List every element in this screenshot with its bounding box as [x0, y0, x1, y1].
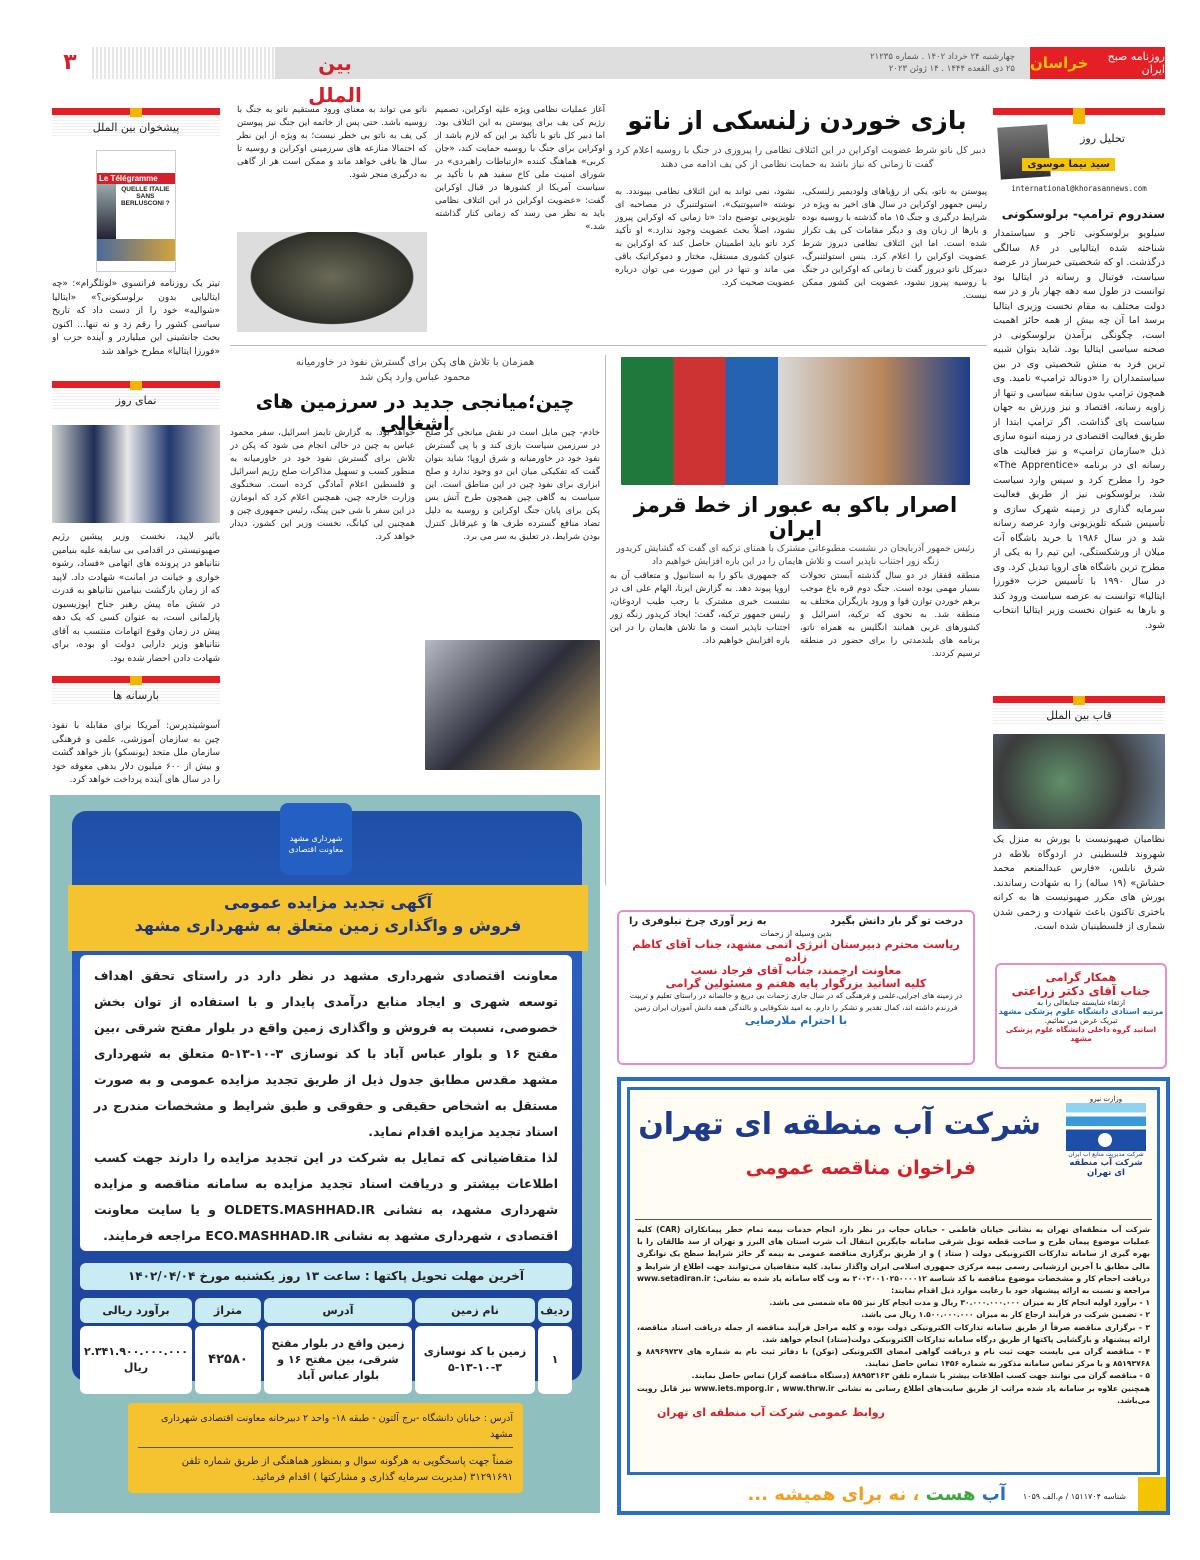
ad-title-banner — [68, 885, 588, 951]
analysis-column — [993, 108, 1165, 667]
china-article — [230, 355, 600, 775]
analysis-body: سیلویو برلوسکونی تاجر و سیاستمدار شناخته شده ایتالیایی در ۸۶ سالگی درگذشت. او که شخصیتی خبرساز در عرصه سیاست، فوتبال و رسانه در ایتالیا بود توانست در طول سه دهه چهار بار و در سه دولت مختلف به مقام نخست وزیری ایتالیا برسد اما آن چه بیش از همه حائز اهمیت است، چگونگی برآمدن برلوسکونی در صحنه سیاسی ایتالیا بود. شاید بتوان شبیه ترین فرد به منش شخصیتی وی در بین سیاستمداران را «دونالد ترامپ» نامید. وی همچون ترامپ بدون سابقه سیاسی و تنها از زاویه رسانه، اقتصاد و نیز ورزش به جهان سیاست پای گذاشت. اگر ترامپ ابتدا از طریق فعالیت اقتصادی در زمینه انبوه سازی ذیل «سازمان ترامپ» و نیز فعالیت های رسانه ای در برنامه «The Apprentice» خود را مطرح کرد و سپس وارد سیاست شد، برلوسکونی نیز از طریق فعالیت سرمایه گذاری در زمینه شهرک سازی و تأسیس شبکه تلویزیونی وارد عرصه رسانه شد و در سال ۱۹۸۶ با خرید باشگاه آث میلان از ورشکستگی، این تیم را به یکی از مطرح ترین باشگاه های اروپا تبدیل کرد. وی در سال ۱۹۹۰ با تأسیس حزب «فورزا ایتالیا» توانست به عرصه سیاست ورود کند و بارها به عنوان نخست وزیر ایتالیا انتخاب شود. — [993, 228, 1165, 631]
logo-text: شرکت آب منطقه ای تهران — [1069, 1158, 1143, 1178]
baku-col1: منطقه قفقاز در دو سال گذشته آبستن تحولات بسیار مهمی بوده است. جنگ دوم قره باغ موجب برهم خوردن توازن قوا و ورود بازیگران مختلف به منطقه شد. به نحوی که ترکیه، اسرائیل و کشورهای غربی همانند انگلیس به همراه ناتو، برنامه های بلندمدتی را برای حضور در منطقه ترسیم کردند. — [800, 571, 980, 659]
congrats-line: تبریک عرض می نمائیم. — [1044, 1016, 1118, 1025]
tender-item: ۴ - مناقصه گران می بایست جهت ثبت نام و دریافت گواهی امضای الکترونیکی (توکن) با دفاتر ثبت نام به شماره های ۸۸۹۶۹۷۳۷ و ۸۵۱۹۳۷۶۸ و یا مرکز تماس سامانه مذکور به شماره ۱۴۵۶ تماس حاصل نمایند. — [637, 1347, 1150, 1369]
date-line: ۲۵ ذی القعده ۱۴۴۴ . ۱۴ ژوئن ۲۰۲۳ — [888, 64, 1015, 74]
water-wave-icon — [1066, 1103, 1146, 1151]
china-title[interactable]: چین؛میانجی جدید در سرزمین های اشغالی — [255, 391, 575, 435]
nama-caption: یائیر لاپید، نخست وزیر پیشین رژیم صهیونیستی در اقدامی بی سابقه علیه بنیامین نتانیاهو در پرونده های اتهامی «فساد، رشوه خواری و خیانت در امانت» شهادت داد. لاپید که از زمان بازگشت بنیامین نتانیاهو به قدرت در شش ماه پیش رهبر جناح اپوزیسیون پارلمانی است، به عنوان کسی که یک دهه پیش در زمان وقوع اتهامات منتسب به آقای نتانیاهو وزیر دارایی دولت او بوده، برای شهادت دادن احضار شده بود. — [52, 532, 220, 664]
logo-text: شهرداری مشهد — [289, 834, 343, 843]
column-label: تحلیل روز — [1080, 132, 1125, 145]
table-header: ردیف — [538, 1298, 572, 1323]
ad-address: آدرس : خیابان دانشگاه -برج آلتون - طبقه ۱۸- واحد ۲ دبیرخانه معاونت اقتصادی شهرداری مشهد — [138, 1411, 513, 1448]
newspaper-name: خراسان — [1030, 54, 1089, 72]
section-title: بین الملل — [308, 51, 362, 107]
cover-ad — [97, 239, 175, 261]
slogan-word: آب — [981, 1484, 1006, 1505]
author-name: سید نیما موسوی — [1022, 158, 1115, 171]
thanks-line: معاونت ارجمند، جناب آقای فرجاد نسب — [690, 964, 902, 977]
thanks-intro: بدین وسیله از زحمات — [760, 929, 832, 938]
china-supertitle: همزمان با تلاش های پکن برای گسترش نفوذ در خاورمیانه — [295, 357, 535, 368]
page-header — [50, 47, 1165, 107]
thanks-signature: با احترام ملارضایی — [744, 1014, 848, 1027]
deadline-banner: آخرین مهلت تحویل پاکتها : ساعت ۱۳ روز یکشنبه مورخ ۱۴۰۲/۰۴/۰۴ — [80, 1263, 572, 1290]
zelensky-col3: آغاز عملیات نظامی ویژه علیه اوکراین، تصمیم رژیم کی یف برای پیوستن به این ائتلاف بود. اما دبیر کل ناتو با تأکید بر این که لازم باشد از اوکراین برای جنگ با روسیه حمایت کند، «جان کربی» هماهنگ کننده «ارتباطات راهبردی» در شورای امنیت ملی کاخ سفید هم با تأکید بر سیاست آمریکا از کشورها در قبال اوکراین گفت: «عضویت اوکراین در این ائتلاف نظامی باید به نظر می رسد که زمانی کنار گذاشته شد.» — [435, 105, 605, 232]
frame-box — [993, 696, 1165, 935]
slogan-word: هست — [925, 1484, 976, 1505]
tender-signature: روابط عمومی شرکت آب منطقه ای تهران — [657, 1406, 885, 1420]
table-cell: ۲.۳۴۱.۹۰۰.۰۰۰.۰۰۰ ریال — [80, 1326, 192, 1394]
pishkhan-caption: تیتر یک روزنامه فرانسوی «لوتلگرام»: «چه ایتالیایی بدون برلوسکونی؟» «ایتالیا «شوالیه» خود را از دست داد که تاریخ سیاسی کشور را رقم زد و نه تنها... اکنون بحث جانشینی این میلیاردر و آینده حزب او «فورزا ایتالیا» مطرح خواهد شد — [52, 279, 220, 357]
poem-line: درخت تو گر بار دانش بگیرد — [830, 916, 963, 927]
zelensky-col4: ناتو می تواند به معنای ورود مستقیم ناتو به جنگ با روسیه باشد. حتی پس از خاتمه این جنگ نیز پیوستن کی یف به ناتو بی خطر نیست؛ به ویژه از این نظر که احتمالا منازعه های سرزمینی اوکراین و روسیه تا سال ها باقی خواهد ماند و ممکن است هر از گاهی به درگیری منجر شود. — [237, 105, 427, 180]
congrats-line: مرتبه استادی دانشگاه علوم پزشکی مشهد — [998, 1007, 1164, 1016]
newspaper-tagline: روزنامه صبح ایران — [1107, 50, 1165, 76]
table-header: نام زمین — [415, 1298, 535, 1323]
logo-text: معاونت اقتصادی — [288, 845, 344, 854]
teacher-thanks-ad — [617, 910, 975, 1065]
funeral-photo — [993, 734, 1165, 829]
ad-paragraph: لذا متقاضیانی که تمایل به شرکت در این تجدید مزایده را دارند جهت کسب اطلاعات بیشتر و دریافت اسناد تجدید مزایده به سامانه مناقصه و مزایده شهرداری مشهد، به نشانی OLDETS.MASHHAD.IR و یا سایت معاونت اقتصادی ، شهرداری مشهد به نشانی ECO.MASHHAD.IR مراجعه فرمایند. — [94, 1150, 558, 1243]
tender-paragraph: شرکت آب منطقه‌ای تهران به نشانی خیابان فاطمی - خیابان حجاب در نظر دارد انجام خدمات بیمه تمام خطر پیمانکاران (CAR) کلیه عملیات موضوع پیمان طرح و ساخت قطعه تونل شرقی سامانه جایگزین انتقال آب شرب استان های البرز و تهران از سد طالقان را با بهره گیری از سامانه تدارکات الکترونیکی دولت ( ستاد ) و از طریق برگزاری مناقصه عمومی به بیمه گر حائز شرایط سطح یک توانگری مالی مطابق با آخرین ارزشیابی رسمی بیمه مرکزی جمهوری اسلامی ایران واگذار نماید. کلیه متقاضیان می‌توانند جهت اطلاع از شرایط و دریافت احجام کار و مشخصات موضوع مناقصه با کد شناسه ۲۰۰۲۰۰۱۰۲۵۰۰۰۰۱۲ به وب گاه سامانه یاد شده به نشانی: www.setadiran.ir مراجعه و نسبت به ارائه پیشنهاد خود با رعایت موارد ذیل اقدام نمایند: — [637, 1225, 1150, 1296]
congrats-line: جناب آقای دکتر زراعتی — [1011, 984, 1151, 998]
table-cell: زمین با کد نوسازی ۳-۱۰-۱۳-۵ — [415, 1326, 535, 1394]
thanks-body: در زمینه های اجرایی،علمی و فرهنگی که در سال جاری زحمات بی دریغ و خالصانه در راستای تعلیم و تربیت فرزندم داشته اند، کمال تقدیر و تشکر را دارم. به امید شکوفایی و بالندگی همه دانش آموزان ایران زمین — [629, 991, 963, 1012]
china-col2: خواهد بود. به گزارش تایمز اسرائیل، سفر محمود عباس به چین در حالی انجام می شود که پکن در تلاش برای گسترش نفوذ خود در خاورمیانه به منظور کسب و تسهیل مذاکرات صلح رژیم اسرائیل و فلسطین اعلام آمادگی کرده است. سخنگوی وزارت خارجه چین، همچنین اعلام کرد که ابومازن در این سفر با شی جین پینگ، رئیس جمهوری چین و همچنین لی کیانگ، نخست وزیر این کشور، دیدار خواهد کرد. — [230, 428, 415, 542]
left-column — [52, 108, 220, 788]
poem-line: به زیر آوری چرخ نیلوفری را — [629, 916, 767, 927]
water-tender-ad — [617, 1077, 1170, 1515]
newspaper-cover[interactable] — [96, 150, 176, 272]
congrats-line: همکار گرامی — [1045, 971, 1117, 984]
thanks-line: کلیه اساتید بزرگوار پایه هفتم و مسئولین گرامی — [665, 977, 927, 990]
erdogan-aliyev-photo — [621, 357, 970, 485]
mashhad-municipality-logo — [280, 803, 352, 875]
congrats-signature: اساتید گروه داخلی دانشگاه علوم پزشکی مشهد — [1005, 1025, 1157, 1043]
tender-subtitle: فراخوان مناقصه عمومی — [745, 1157, 976, 1179]
mashhad-auction-ad — [50, 795, 600, 1513]
congrats-line: ارتقاء شایسته جنابعالی را به — [1036, 998, 1126, 1007]
zelensky-title[interactable]: بازی خوردن زلنسکی از ناتو — [627, 106, 967, 135]
newspaper-logo[interactable] — [1030, 47, 1165, 79]
table-header: برآورد ریالی — [80, 1298, 192, 1323]
slogan-word: ، نه برای همیشه ... — [747, 1484, 920, 1505]
author-photo — [997, 124, 1051, 179]
table-header: متراژ — [195, 1298, 261, 1323]
table-row — [80, 1326, 572, 1394]
author-email[interactable]: international@khorasannews.com — [1011, 184, 1147, 193]
corner-block — [1138, 1477, 1166, 1511]
tender-id: شناسه ۱۵۱۱۷۰۴ / م.الف ۱۰۵۹ — [1022, 1492, 1126, 1501]
tender-body — [637, 1224, 1150, 1419]
water-company-logo — [1066, 1095, 1146, 1178]
zelensky-col1: پیوستن به ناتو، یکی از رؤیاهای ولودیمیر زلنسکی، رئیس جمهور اوکراین در سال های اخیر به ویژه در شرایط درگیری و جنگ ۱۵ ماه گذشته با روسیه بوده و بارها از زبان وی و دیگر مقامات کی یف تکرار شده است. اما این ائتلاف نظامی دیروز شرط عضویت اوکراین را اعلام کرد. ینس استولتنبرگ، دبیرکل ناتو دیروز گفت تا زمانی که اوکراین در جنگ با روسیه پیروز نشود، عضویت این کشور ممکن نیست. — [802, 187, 987, 301]
zelensky-photo — [237, 232, 427, 332]
lapid-photo — [52, 425, 220, 523]
ad-paragraph: معاونت اقتصادی شهرداری مشهد در نظر دارد در راستای تحقق اهداف توسعه شهری و ایجاد منابع درآمدی پایدار و با استفاده از توان بخش خصوصی، نسبت به فروش و واگذاری زمین واقع در بلوار مفتح شرقی ،بین مفتح ۱۶ و بلوار عباس آباد با کد نوسازی ۳-۱۰-۱۳-۵ متعلق به شهرداری مشهد مقدس مطابق جدول ذیل از طریق تجدید مزایده عمومی و به صورت مستقل به اشخاص حقیقی و حقوقی و طبق شرایط و مشخصات مندرج در اسناد تجدید مزایده اقدام نماید. — [94, 968, 558, 1139]
barsaneha-text: آسوشیتدپرس: آمریکا برای مقابله با نفوذ چین به سازمان آموزشی، علمی و فرهنگی سازمان ملل متحد (یونسکو) باز خواهد گشت و بیش از ۶۰۰ میلیون دلار بدهی معوقه خود را در سال های آینده پرداخت خواهد کرد. — [52, 721, 220, 785]
table-cell: ۴۲۵۸۰ — [195, 1326, 261, 1394]
zelensky-col2: نشود، نمی تواند به این ائتلاف نظامی بپیوندد. به نوشته «اسپوتنیک»، استولتنبرگ در مصاحبه ای تلویزیونی توضیح داد: «تا زمانی که اوکراین پیروز نشود، اصلاً بحث عضویت وجود ندارد.» او تأکید کرد ناتو باید اطمینان حاصل کند که اوکراین به عنوان کشوری مستقل، مختار و دموکراتیک باقی می ماند و تنها در این صورت می توان درباره عضویت صحبت کرد. — [615, 187, 795, 288]
logo-text: شرکت مدیریت منابع آب ایران — [1068, 1151, 1144, 1158]
barsaneha-kicker: بارسانه ها — [52, 685, 220, 706]
cover-headline: QUELLE ITALIE SANS BERLUSCONI ? — [120, 186, 170, 207]
ministry-label: وزارت نیرو — [1089, 1095, 1123, 1103]
tender-item: ۵ - مناقصه گران می توانند جهت کسب اطلاعات بیشتر با شماره تلفن ۸۸۹۵۳۱۶۳ (دستگاه مناقصه گزار) تماس حاصل نمایند. — [691, 1371, 1150, 1381]
congrats-ad — [995, 963, 1167, 1069]
baku-title[interactable]: اصرار باکو به عبور از خط قرمز ایران — [633, 493, 958, 541]
frame-kicker: قاب بین الملل — [993, 705, 1165, 726]
divider — [635, 1219, 1152, 1220]
tender-item: ۳ - برگزاری مناقصه صرفاً از طریق سامانه تدارکات الکترونیکی دولت بوده و کلیه مراحل فرآیند مناقصه از جمله دریافت اسناد مناقصه، ارائه پیشنهاد و بازگشایی پاکتها از طریق درگاه سامانه تدارکات الکترونیکی دولت(ستاد) انجام خواهد شد. — [637, 1322, 1150, 1344]
china-supertitle: محمود عباس وارد پکن شد — [359, 372, 471, 383]
ad-subtitle: فروش و واگذاری زمین متعلق به شهرداری مشهد — [134, 916, 522, 935]
page-number: ۳ — [50, 47, 90, 79]
tender-item: ۱ - برآورد اولیه انجام کار به میزان ۳۰.۰۰۰.۰۰۰.۰۰۰ ریال و مدت انجام کار نیز ۵۵ ماه شمسی می باشد. — [769, 1298, 1150, 1308]
thanks-line: ریاست محترم دبیرستان انرژی اتمی مشهد، جناب آقای کاظم زاده — [632, 938, 960, 964]
nama-kicker: نمای روز — [52, 390, 220, 411]
tender-company-title: شرکت آب منطقه ای تهران — [638, 1107, 1041, 1142]
table-cell: ۱ — [538, 1326, 572, 1394]
address-box — [128, 1403, 523, 1493]
xi-abbas-photo — [425, 640, 600, 770]
ad-title: آگهی تجدید مزایده عمومی — [223, 893, 433, 912]
ad-body — [80, 955, 572, 1251]
auction-table-wrap — [77, 1295, 575, 1397]
frame-caption: نظامیان صهیونیست با یورش به منزل یک شهروند فلسطینی در اردوگاه بلاطه در شرق نابلس، «فارس عبدالمنعم محمد حشاش» (۱۹ ساله) را به شهادت رساندند. یورش های مکرر صهیونیست ها به کرانه باختری تاکنون باعث شهادت و زخمی شدن شماری از فلسطینیان شده است. — [993, 834, 1165, 932]
table-cell: زمین واقع در بلوار مفتح شرقی، بین مفتح ۱۶ و بلوار عباس آباد — [264, 1326, 412, 1394]
berlusconi-photo — [97, 184, 116, 239]
pishkhan-kicker: پیشخوان بین الملل — [52, 117, 220, 138]
china-col1: خادم- چین مایل است در نقش میانجی گر صلح در سرزمین سیاست بازی کند و با پی گسترش نفوذ خود در خاورمیانه و شرق اروپا؛ شاید بتوان گفت که تفکیکی میان این دو وجود ندارد و صلح ابزاری برای نفوذ چین در این مناطق است. این سیاست به گاهی چین همچون طرح آتش بس پکن برای پایان جنگ اوکراین و روسیه به دلیل تضاد منافع گسترده طرف ها و غیرقابل کنترل بودن شرایط، در تعلیق به سر می برد. — [425, 428, 600, 542]
issue-date — [870, 51, 1015, 75]
table-header: آدرس — [264, 1298, 412, 1323]
auction-table — [77, 1295, 575, 1397]
header-pattern — [90, 47, 275, 79]
water-slogan — [747, 1484, 1006, 1505]
baku-lead: رئیس جمهور آذربایجان در نشست مطبوعاتی مشترک با همتای ترکیه ای گفت که گشایش کریدور زنگه زور اجتناب ناپذیر است و تلاش هایمان را در این باره افزایش خواهیم داد — [616, 544, 975, 567]
zelensky-lead: دبیر کل ناتو شرط عضویت اوکراین در این ائتلاف نظامی را پیروزی در جنگ با روسیه اعلام کرد و گفت تا زمانی که نیاز باشد به حمایت نظامی از کی یف ادامه می دهند — [608, 145, 986, 170]
analysis-title: سندروم ترامپ- برلوسکونی — [1001, 207, 1165, 221]
baku-col2: که جمهوری باکو را به استانبول و متعاقب آن به اروپا پیوند دهد. به گزارش ایرنا، الهام علی اف در نشست خبری مشترک با رجب طیب اردوغان، رئیس جمهور ترکیه، گفت: ایجاد کریدور زنگه زور اجتناب ناپذیر است و ما تلاش هایمان را در این باره افزایش خواهیم داد. — [610, 571, 790, 646]
cover-masthead: Le Télégramme — [97, 173, 175, 184]
baku-article — [605, 355, 985, 885]
zelensky-article — [230, 100, 987, 340]
divider — [230, 345, 987, 346]
tender-item: ۲ - تضمین شرکت در فرآیند ارجاع کار به میزان ۱.۵۰۰.۰۰۰.۰۰۰ ریال می باشد. — [861, 1310, 1150, 1320]
date-line: چهارشنبه ۲۴ خرداد ۱۴۰۲ . شماره ۲۱۲۳۵ — [870, 52, 1015, 62]
tender-paragraph: همچنین علاوه بر سامانه یاد شده مراتب از طریق سایت‌های اطلاع رسانی به نشانی www.iets.mporg.ir , www.thrw.ir نیز قابل رویت می‌باشد. — [637, 1383, 1150, 1405]
ad-contact: ضمناً جهت پاسخگویی به هرگونه سوال و بمنظور هماهنگی از طریق شماره تلفن ۳۱۲۹۱۶۹۱ (مدیریت سرمایه گذاری و مشارکتها ) اقدام فرمائید. — [181, 1456, 513, 1483]
